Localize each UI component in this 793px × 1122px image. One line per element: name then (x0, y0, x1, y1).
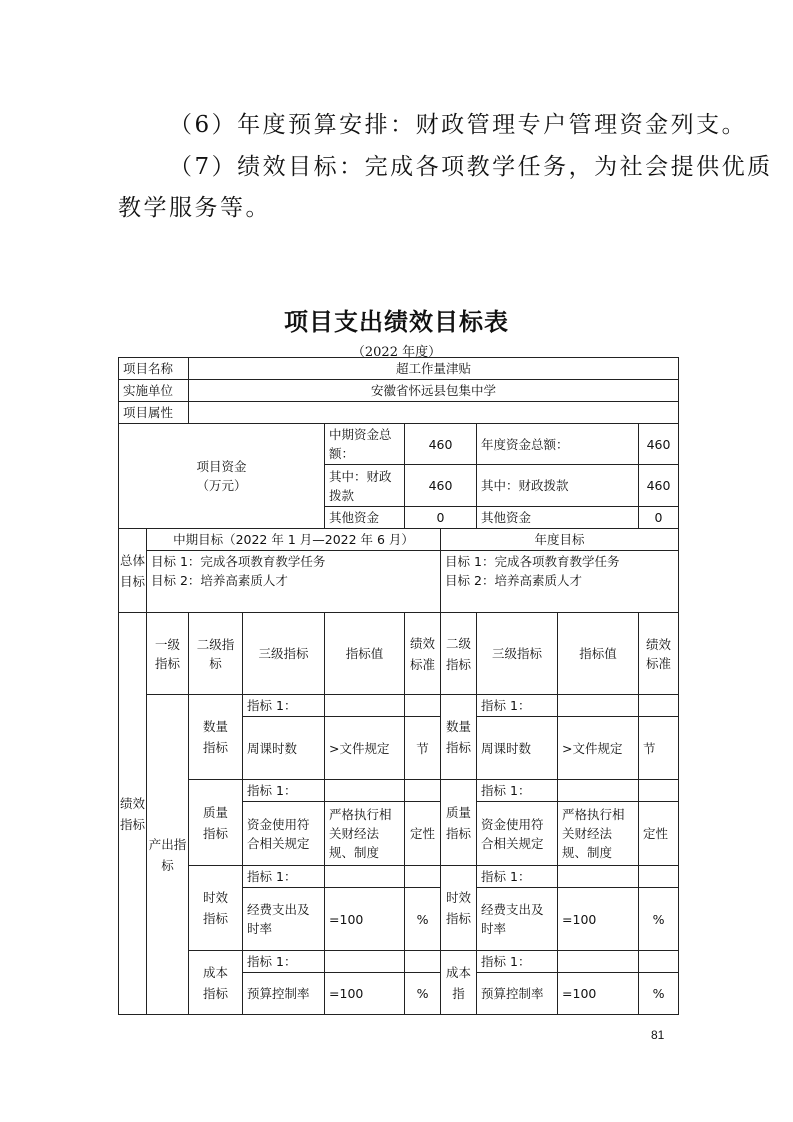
header-level3-right: 三级指标 (477, 613, 558, 695)
indicator-name: 资金使用符合相关规定 (243, 802, 325, 866)
paragraph-goal-continued: 教学服务等。 (118, 195, 271, 221)
project-attr-value (189, 402, 679, 424)
year-goal-items: 目标 1：完成各项教育教学任务 目标 2：培养高素质人才 (441, 551, 679, 613)
year-other-label: 其他资金 (477, 507, 639, 529)
quantity-indicator-label: 数量指标 (189, 695, 243, 780)
overall-goal-label: 总体目标 (119, 529, 147, 613)
paragraph-budget: （6）年度预算安排：财政管理专户管理资金列支。 (169, 112, 748, 138)
indicator-value-right: =100 (558, 973, 639, 1015)
project-name-value: 超工作量津贴 (189, 358, 679, 380)
indicator-standard-right: % (639, 973, 679, 1015)
page-number: 81 (651, 1028, 665, 1042)
mid-other-value: 0 (405, 507, 477, 529)
mid-fiscal-value: 460 (405, 465, 477, 507)
indicator-item-label-right: 指标 1： (477, 695, 558, 717)
header-level2-right: 二级指标 (441, 613, 477, 695)
header-level1: 一级指标 (147, 613, 189, 695)
indicator-standard-right: 定性 (639, 802, 679, 866)
indicator-name-right: 预算控制率 (477, 973, 558, 1015)
indicator-value-right: 严格执行相关财经法规、制度 (558, 802, 639, 866)
indicator-item-label: 指标 1： (243, 695, 325, 717)
indicator-standard: % (405, 973, 441, 1015)
indicator-value-right: =100 (558, 888, 639, 951)
performance-target-table (118, 357, 679, 1015)
mid-goal-items: 目标 1：完成各项教育教学任务 目标 2：培养高素质人才 (147, 551, 441, 613)
header-standard-right: 绩效标准 (639, 613, 679, 695)
year-fiscal-value: 460 (639, 465, 679, 507)
header-level3: 三级指标 (243, 613, 325, 695)
indicator-item-label-right: 指标 1： (477, 866, 558, 888)
indicator-name-right: 资金使用符合相关规定 (477, 802, 558, 866)
mid-fiscal-label: 其中：财政拨款 (325, 465, 405, 507)
indicator-value: =100 (325, 973, 405, 1015)
indicator-name: 经费支出及时率 (243, 888, 325, 951)
indicator-item-label: 指标 1： (243, 951, 325, 973)
indicator-value: >文件规定 (325, 717, 405, 780)
indicator-value: =100 (325, 888, 405, 951)
timeliness-indicator-label-right: 时效指标 (441, 866, 477, 951)
output-indicator-label: 产出指标 (147, 695, 189, 1015)
timeliness-indicator-label: 时效指标 (189, 866, 243, 951)
quality-indicator-label: 质量指标 (189, 780, 243, 866)
year-fiscal-label: 其中：财政拨款 (477, 465, 639, 507)
project-name-label: 项目名称 (119, 358, 189, 380)
header-value: 指标值 (325, 613, 405, 695)
mid-goal-header: 中期目标（2022 年 1 月—2022 年 6 月） (147, 529, 441, 551)
mid-total-value: 460 (405, 424, 477, 465)
year-total-label: 年度资金总额： (477, 424, 639, 465)
indicator-item-label-right: 指标 1： (477, 780, 558, 802)
year-total-value: 460 (639, 424, 679, 465)
indicator-standard: 定性 (405, 802, 441, 866)
unit-value: 安徽省怀远县包集中学 (189, 380, 679, 402)
indicator-name: 周课时数 (243, 717, 325, 780)
quality-indicator-label-right: 质量指标 (441, 780, 477, 866)
paragraph-goal: （7）绩效目标：完成各项教学任务，为社会提供优质 (169, 154, 773, 180)
mid-other-label: 其他资金 (325, 507, 405, 529)
year-goal-header: 年度目标 (441, 529, 679, 551)
cost-indicator-label-right: 成本指 (441, 951, 477, 1015)
performance-indicator-label: 绩效指标 (119, 613, 147, 1015)
quantity-indicator-label-right: 数量指标 (441, 695, 477, 780)
indicator-item-label-right: 指标 1： (477, 951, 558, 973)
indicator-name-right: 周课时数 (477, 717, 558, 780)
cost-indicator-label: 成本指标 (189, 951, 243, 1015)
mid-total-label: 中期资金总额： (325, 424, 405, 465)
indicator-value-right: >文件规定 (558, 717, 639, 780)
year-note: （2022 年度） (351, 345, 442, 360)
indicator-name-right: 经费支出及时率 (477, 888, 558, 951)
indicator-standard-right: 节 (639, 717, 679, 780)
indicator-standard: 节 (405, 717, 441, 780)
unit-label: 实施单位 (119, 380, 189, 402)
indicator-standard-right: % (639, 888, 679, 951)
indicator-standard: % (405, 888, 441, 951)
project-attr-label: 项目属性 (119, 402, 189, 424)
indicator-name: 预算控制率 (243, 973, 325, 1015)
indicator-item-label: 指标 1： (243, 780, 325, 802)
table-title: 项目支出绩效目标表 (284, 308, 509, 336)
header-level2: 二级指标 (189, 613, 243, 695)
header-standard: 绩效标准 (405, 613, 441, 695)
header-value-right: 指标值 (558, 613, 639, 695)
indicator-item-label: 指标 1： (243, 866, 325, 888)
funds-label: 项目资金 （万元） (119, 424, 325, 529)
year-other-value: 0 (639, 507, 679, 529)
indicator-value: 严格执行相关财经法规、制度 (325, 802, 405, 866)
